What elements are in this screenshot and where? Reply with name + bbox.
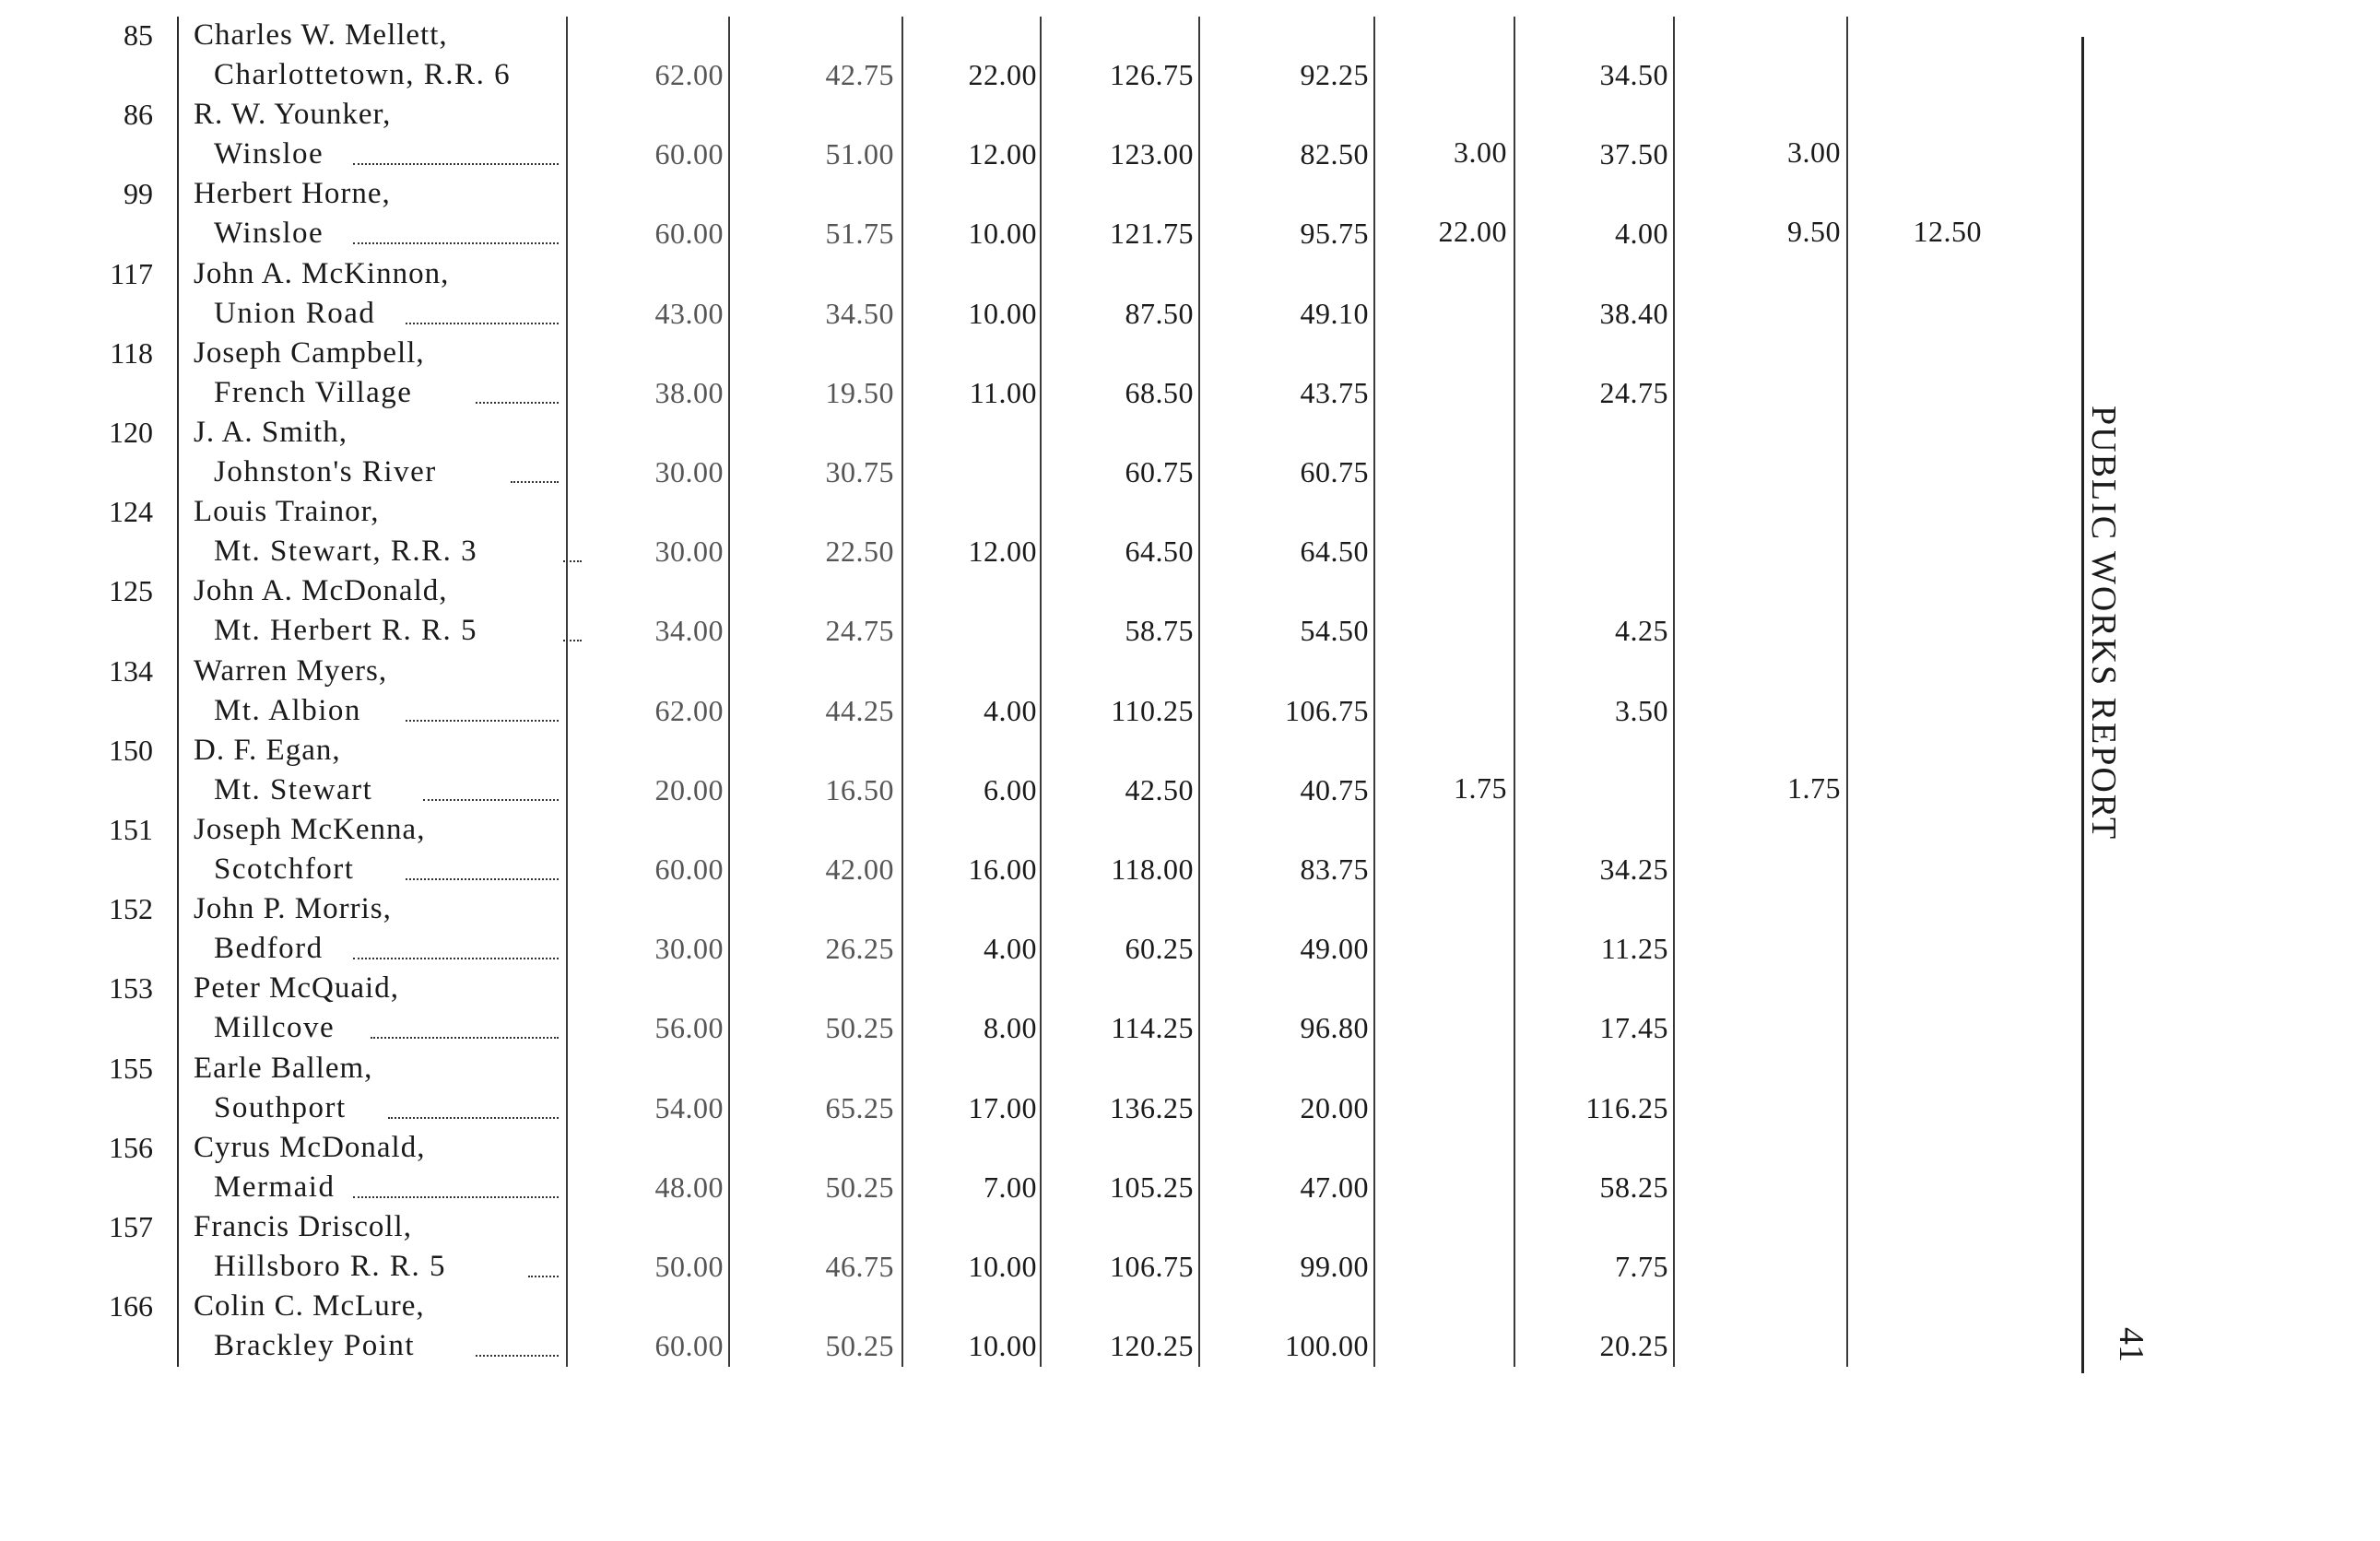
- payee-place: Johnston's River: [214, 455, 437, 488]
- amount-cell: 1.75: [1454, 770, 1507, 805]
- column-rule: [1514, 17, 1515, 1367]
- amount-cell: 95.75: [1300, 217, 1369, 251]
- payee-place: French Village: [214, 375, 413, 409]
- dot-leader: [511, 481, 559, 483]
- amount-cell: 40.75: [1300, 772, 1369, 806]
- amount-cell: 22.00: [1438, 215, 1507, 249]
- amount-cell: 54.50: [1300, 614, 1369, 648]
- row-number: 156: [109, 1130, 153, 1164]
- row-number: 117: [110, 256, 153, 290]
- amount-cell: 50.00: [654, 1250, 724, 1283]
- payee-place: Millcove: [214, 1011, 336, 1045]
- column-rule: [901, 17, 903, 1367]
- amount-cell: 50.25: [825, 1329, 894, 1363]
- amount-cell: 4.00: [984, 693, 1037, 727]
- column-rule: [1040, 17, 1042, 1367]
- row-number: 118: [110, 335, 153, 370]
- amount-cell: 47.00: [1300, 1170, 1369, 1204]
- amount-cell: 34.00: [654, 614, 724, 648]
- amount-cell: 62.00: [654, 693, 724, 727]
- amount-cell: 30.75: [825, 455, 894, 488]
- row-number: 120: [109, 416, 153, 449]
- amount-cell: 82.50: [1300, 137, 1369, 171]
- dot-leader: [528, 1276, 559, 1277]
- amount-cell: 16.50: [825, 772, 894, 806]
- amount-cell: 58.25: [1599, 1170, 1668, 1204]
- row-number: 85: [124, 18, 153, 52]
- amount-cell: 64.50: [1125, 535, 1194, 569]
- payee-place: Mt. Stewart, R.R. 3: [214, 535, 478, 569]
- dot-leader: [406, 323, 559, 324]
- amount-cell: 30.00: [654, 932, 724, 966]
- amount-cell: 42.00: [825, 853, 894, 886]
- amount-cell: 65.25: [825, 1090, 894, 1124]
- amount-cell: 34.25: [1599, 853, 1668, 886]
- amount-cell: 60.75: [1300, 455, 1369, 488]
- payee-place: Mermaid: [214, 1170, 336, 1204]
- amount-cell: 34.50: [825, 296, 894, 330]
- amount-cell: 48.00: [654, 1170, 724, 1204]
- amount-cell: 10.00: [968, 1250, 1037, 1283]
- amount-cell: 30.00: [654, 455, 724, 488]
- payee-place: Scotchfort: [214, 853, 355, 886]
- amount-cell: 17.00: [968, 1090, 1037, 1124]
- amount-cell: 12.00: [968, 137, 1037, 171]
- payee-name: Warren Myers,: [194, 653, 388, 688]
- amount-cell: 42.50: [1125, 772, 1194, 806]
- payee-place: Mt. Herbert R. R. 5: [214, 614, 478, 648]
- amount-cell: 50.25: [825, 1011, 894, 1045]
- amount-cell: 100.00: [1285, 1329, 1369, 1363]
- column-rule: [1846, 17, 1848, 1367]
- row-number: 124: [109, 495, 153, 529]
- amount-cell: 60.00: [654, 1329, 724, 1363]
- dot-leader: [563, 560, 582, 562]
- amount-cell: 7.75: [1615, 1250, 1668, 1283]
- amount-cell: 4.25: [1615, 614, 1668, 648]
- amount-cell: 54.00: [654, 1090, 724, 1124]
- amount-cell: 16.00: [968, 853, 1037, 886]
- amount-cell: 20.25: [1599, 1329, 1668, 1363]
- amount-cell: 4.00: [984, 932, 1037, 966]
- amount-cell: 136.25: [1110, 1090, 1194, 1124]
- dot-leader: [406, 878, 559, 880]
- dot-leader: [353, 163, 559, 165]
- amount-cell: 49.00: [1300, 932, 1369, 966]
- amount-cell: 83.75: [1300, 853, 1369, 886]
- column-rule: [566, 17, 568, 1367]
- amount-cell: 11.25: [1600, 932, 1668, 966]
- amount-cell: 43.75: [1300, 375, 1369, 409]
- dot-leader: [353, 958, 559, 959]
- amount-cell: 6.00: [984, 772, 1037, 806]
- amount-cell: 99.00: [1300, 1250, 1369, 1283]
- amount-cell: 24.75: [825, 614, 894, 648]
- amount-cell: 110.25: [1111, 693, 1194, 727]
- amount-cell: 58.75: [1125, 614, 1194, 648]
- column-rule: [728, 17, 730, 1367]
- amount-cell: 51.75: [825, 217, 894, 251]
- amount-cell: 24.75: [1599, 375, 1668, 409]
- amount-cell: 19.50: [825, 375, 894, 409]
- payee-place: Southport: [214, 1090, 347, 1124]
- payee-name: D. F. Egan,: [194, 733, 341, 767]
- amount-cell: 60.00: [654, 137, 724, 171]
- amount-cell: 8.00: [984, 1011, 1037, 1045]
- payee-place: Brackley Point: [214, 1329, 416, 1363]
- amount-cell: 20.00: [654, 772, 724, 806]
- column-rule: [1673, 17, 1675, 1367]
- amount-cell: 56.00: [654, 1011, 724, 1045]
- dot-leader: [353, 1196, 559, 1198]
- dot-leader: [563, 640, 582, 641]
- row-number: 157: [109, 1210, 153, 1243]
- payee-place: Mt. Albion: [214, 693, 361, 727]
- dot-leader: [353, 242, 559, 244]
- payee-place: Union Road: [214, 296, 376, 330]
- amount-cell: 60.00: [654, 853, 724, 886]
- dot-leader: [476, 402, 559, 404]
- amount-cell: 60.75: [1125, 455, 1194, 488]
- amount-cell: 68.50: [1125, 375, 1194, 409]
- payee-name: Cyrus McDonald,: [194, 1130, 426, 1164]
- amount-cell: 30.00: [654, 535, 724, 569]
- amount-cell: 116.25: [1585, 1090, 1668, 1124]
- running-head: PUBLIC WORKS REPORT: [2084, 406, 2123, 841]
- payee-name: J. A. Smith,: [194, 416, 348, 449]
- row-number: 151: [109, 813, 153, 846]
- amount-cell: 44.25: [825, 693, 894, 727]
- row-number: 125: [109, 574, 153, 608]
- amount-cell: 3.50: [1615, 693, 1668, 727]
- amount-cell: 7.00: [984, 1170, 1037, 1204]
- amount-cell: 106.75: [1285, 693, 1369, 727]
- payee-name: Peter McQuaid,: [194, 971, 399, 1006]
- amount-cell: 17.45: [1599, 1011, 1668, 1045]
- payee-place: Mt. Stewart: [214, 772, 373, 806]
- row-number: 150: [109, 733, 153, 767]
- amount-cell: 10.00: [968, 296, 1037, 330]
- amount-cell: 3.00: [1454, 135, 1507, 170]
- column-rule: [1373, 17, 1375, 1367]
- amount-cell: 96.80: [1300, 1011, 1369, 1045]
- amount-cell: 50.25: [825, 1170, 894, 1204]
- amount-cell: 114.25: [1111, 1011, 1194, 1045]
- amount-cell: 49.10: [1300, 296, 1369, 330]
- amount-cell: 38.40: [1599, 296, 1668, 330]
- payee-name: Earle Ballem,: [194, 1051, 373, 1085]
- dot-leader: [406, 720, 559, 722]
- payee-name: Charles W. Mellett,: [194, 18, 448, 52]
- amount-cell: 60.25: [1125, 932, 1194, 966]
- row-number: 153: [109, 971, 153, 1006]
- amount-cell: 105.25: [1110, 1170, 1194, 1204]
- amount-cell: 46.75: [825, 1250, 894, 1283]
- amount-cell: 106.75: [1110, 1250, 1194, 1283]
- column-rule: [177, 17, 179, 1367]
- payee-name: Francis Driscoll,: [194, 1210, 412, 1243]
- amount-cell: 60.00: [654, 217, 724, 251]
- payee-name: John A. McKinnon,: [194, 256, 450, 290]
- amount-cell: 120.25: [1110, 1329, 1194, 1363]
- amount-cell: 92.25: [1300, 58, 1369, 91]
- row-number: 152: [109, 892, 153, 926]
- payee-name: Herbert Horne,: [194, 177, 391, 211]
- payee-place: Bedford: [214, 932, 324, 966]
- amount-cell: 62.00: [654, 58, 724, 91]
- amount-cell: 43.00: [654, 296, 724, 330]
- dot-leader: [476, 1355, 559, 1357]
- amount-cell: 10.00: [968, 217, 1037, 251]
- dot-leader: [388, 1117, 559, 1119]
- row-number: 166: [109, 1289, 153, 1323]
- payee-name: John P. Morris,: [194, 892, 392, 926]
- amount-cell: 42.75: [825, 58, 894, 91]
- amount-cell: 26.25: [825, 932, 894, 966]
- payee-name: Louis Trainor,: [194, 495, 380, 529]
- payee-place: Hillsboro R. R. 5: [214, 1250, 446, 1283]
- payee-name: Colin C. McLure,: [194, 1289, 425, 1323]
- amount-cell: 87.50: [1125, 296, 1194, 330]
- amount-cell: 118.00: [1111, 853, 1194, 886]
- amount-cell: 123.00: [1110, 137, 1194, 171]
- amount-cell: 121.75: [1110, 217, 1194, 251]
- amount-cell: 64.50: [1300, 535, 1369, 569]
- amount-cell: 12.50: [1913, 215, 1982, 249]
- payee-name: Joseph McKenna,: [194, 813, 426, 846]
- row-number: 155: [109, 1051, 153, 1085]
- amount-cell: 38.00: [654, 375, 724, 409]
- row-number: 99: [124, 177, 153, 211]
- amount-cell: 3.00: [1787, 135, 1841, 170]
- payee-name: John A. McDonald,: [194, 574, 448, 608]
- amount-cell: 37.50: [1599, 137, 1668, 171]
- dot-leader: [423, 799, 559, 801]
- amount-cell: 4.00: [1615, 217, 1668, 251]
- payee-name: R. W. Younker,: [194, 98, 392, 132]
- row-number: 86: [124, 98, 153, 132]
- amount-cell: 34.50: [1599, 58, 1668, 91]
- amount-cell: 126.75: [1110, 58, 1194, 91]
- amount-cell: 9.50: [1787, 215, 1841, 249]
- payee-place: Winsloe: [214, 217, 324, 251]
- dot-leader: [371, 1037, 559, 1039]
- column-rule: [1198, 17, 1200, 1367]
- amount-cell: 22.00: [968, 58, 1037, 91]
- amount-cell: 10.00: [968, 1329, 1037, 1363]
- page-number: 41: [2112, 1327, 2150, 1362]
- payee-name: Joseph Campbell,: [194, 335, 425, 370]
- amount-cell: 11.00: [969, 375, 1037, 409]
- payee-place: Charlottetown, R.R. 6: [214, 58, 512, 91]
- amount-cell: 22.50: [825, 535, 894, 569]
- row-number: 134: [109, 653, 153, 688]
- amount-cell: 20.00: [1300, 1090, 1369, 1124]
- amount-cell: 12.00: [968, 535, 1037, 569]
- payee-place: Winsloe: [214, 137, 324, 171]
- amount-cell: 51.00: [825, 137, 894, 171]
- amount-cell: 1.75: [1787, 770, 1841, 805]
